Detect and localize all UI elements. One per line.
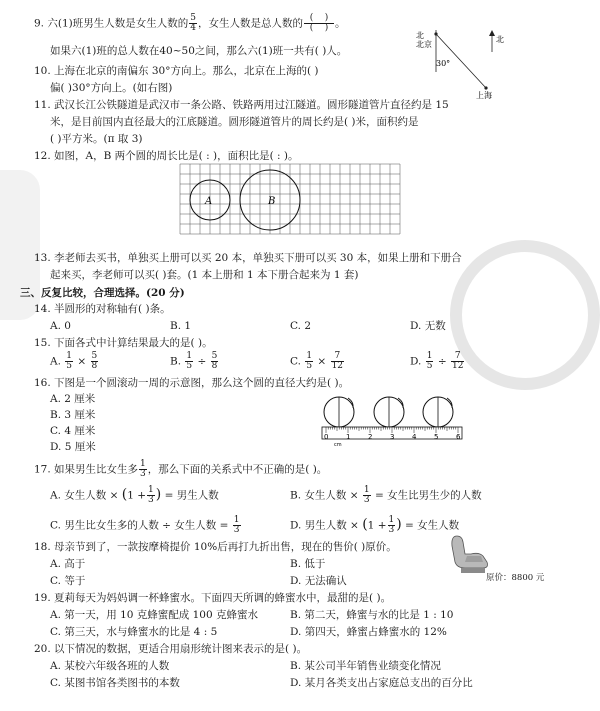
- q18-stem: 18. 母亲节到了，一款按摩椅提价 10%后再打九折出售，现在的售价( )原价。: [34, 541, 397, 553]
- q13-line1: 13. 李老师去买书，单独买上册可以买 20 本，单独买下册可以买 30 本，如果上册和下册合: [34, 252, 462, 264]
- q19-option-b[interactable]: B. 第二天，蜂蜜与水的比是 1 : 10: [290, 609, 454, 621]
- q10-line2: 偏( )30°方向上。(如右图): [50, 82, 173, 94]
- q17-option-b[interactable]: B. 女生人数 × $\frac{1}{3}$ = 女生比男生少的人数: [290, 485, 482, 505]
- compass-diagram: [418, 22, 528, 100]
- label-angle: 30°: [436, 59, 451, 68]
- beijing-dot: [434, 32, 437, 35]
- q11-line3: ( )平方米。(π 取 3): [50, 133, 143, 145]
- q10-line1: 10. 上海在北京的南偏东 30°方向上。那么，北京在上海的( ): [34, 65, 319, 77]
- ruler-label: 2: [368, 433, 373, 441]
- ruler-label: 3: [390, 433, 395, 441]
- rolling-circle-figure: [318, 388, 468, 450]
- q14-option-c[interactable]: C. 2: [290, 320, 312, 332]
- q11-line2: 米，是目前国内直径最大的江底隧道。圆形隧道管片的周长约是( )米，面积约是: [50, 116, 419, 128]
- label-north: 北: [496, 35, 504, 44]
- q17-stem: 17. 如果男生比女生多 $\frac{1}{3}$ ，那么下面的关系式中不正确的是( )。: [34, 459, 328, 479]
- label-circle-b: B: [268, 196, 276, 207]
- q16-option-c[interactable]: C. 4 厘米: [50, 425, 96, 437]
- q20-option-c[interactable]: C. 某图书馆各类图书的本数: [50, 677, 180, 689]
- q16-option-a[interactable]: A. 2 厘米: [50, 393, 96, 405]
- massage-chair-icon: [447, 532, 493, 576]
- q16-stem: 16. 下图是一个圆滚动一周的示意图，那么这个圆的直径大约是( )。: [34, 377, 350, 389]
- q11-line1: 11. 武汉长江公铁隧道是武汉市一条公路、铁路两用过江隧道。圆形隧道管片直径约是 15: [34, 99, 449, 111]
- q19-stem: 19. 夏莉每天为妈妈调一杯蜂蜜水。下面四天所调的蜂蜜水中，最甜的是( )。: [34, 592, 392, 604]
- q19-option-a[interactable]: A. 第一天，用 10 克蜂蜜配成 100 克蜂蜜水: [50, 609, 259, 621]
- q16-option-b[interactable]: B. 3 厘米: [50, 409, 96, 421]
- q18-option-d[interactable]: D. 无法确认: [290, 575, 347, 587]
- q20-option-a[interactable]: A. 某校六年级各班的人数: [50, 660, 170, 672]
- q14-option-d[interactable]: D. 无数: [410, 320, 446, 332]
- ruler-label: 1: [346, 433, 351, 441]
- q9-line1: 9. 六(1)班男生人数是女生人数的 $\frac{5}{4}$ ，女生人数是总人数的 $\frac{( )}{( )}$ 。: [34, 13, 346, 33]
- label-shanghai: 上海: [476, 91, 492, 100]
- q20-stem: 20. 以下情况的数据，更适合用扇形统计图来表示的是( )。: [34, 643, 308, 655]
- q15-option-a[interactable]: A. $\frac{1}{5}$ × $\frac{5}{8}$: [50, 351, 98, 371]
- q15-option-c[interactable]: C. $\frac{1}{5}$ × $\frac{7}{12}$: [290, 351, 344, 371]
- north-arrow-icon: [489, 30, 495, 36]
- ruler-label: 6: [456, 433, 461, 441]
- ruler-label: 5: [434, 433, 439, 441]
- circles-grid-figure: [180, 164, 400, 242]
- q19-option-d[interactable]: D. 第四天，蜂蜜占蜂蜜水的 12%: [290, 626, 447, 638]
- q15-option-d[interactable]: D. $\frac{1}{5}$ ÷ $\frac{7}{12}$: [410, 351, 464, 371]
- background-watermark: [450, 240, 600, 390]
- q15-option-b[interactable]: B. $\frac{1}{5}$ ÷ $\frac{5}{8}$: [170, 351, 218, 371]
- q14-option-b[interactable]: B. 1: [170, 320, 192, 332]
- q18-option-c[interactable]: C. 等于: [50, 575, 86, 587]
- original-price-label: 原价：8800 元: [486, 573, 545, 583]
- q12-line1: 12. 如图，A，B 两个圆的周长比是( : )，面积比是( : )。: [34, 150, 299, 162]
- q19-option-c[interactable]: C. 第三天，水与蜂蜜水的比是 4 : 5: [50, 626, 218, 638]
- q14-stem: 14. 半圆形的对称轴有( )条。: [34, 303, 171, 315]
- q17-option-d[interactable]: D. 男生人数 × (1 + $\frac{1}{3}$ ) = 女生人数: [290, 515, 460, 535]
- q18-option-a[interactable]: A. 高于: [50, 558, 86, 570]
- q9-line2: 如果六(1)班的总人数在40~50之间，那么六(1)班一共有( )人。: [50, 45, 348, 57]
- ruler-label: 4: [412, 433, 417, 441]
- q17-option-c[interactable]: C. 男生比女生多的人数 ÷ 女生人数 = $\frac{1}{3}$: [50, 515, 240, 535]
- q20-option-d[interactable]: D. 某月各类支出占家庭总支出的百分比: [290, 677, 473, 689]
- section-title: 三、反复比较，合理选择。(20 分): [20, 287, 185, 299]
- ruler-unit: cm: [334, 442, 342, 448]
- shanghai-dot: [484, 86, 487, 89]
- q17-option-a[interactable]: A. 女生人数 × (1 + $\frac{1}{3}$ ) = 男生人数: [50, 485, 219, 505]
- q13-line2: 起来买，李老师可以买( )套。(1 本上册和 1 本下册合起来为 1 套): [50, 269, 359, 281]
- label-circle-a: A: [205, 196, 213, 207]
- q20-option-b[interactable]: B. 某公司半年销售业绩变化情况: [290, 660, 441, 672]
- q16-option-d[interactable]: D. 5 厘米: [50, 441, 96, 453]
- q14-option-a[interactable]: A. 0: [50, 320, 71, 332]
- q15-stem: 15. 下面各式中计算结果最大的是( )。: [34, 337, 213, 349]
- label-beijing: 北京: [416, 40, 432, 49]
- label-north-beijing: 北: [416, 31, 424, 40]
- ruler-label: 0: [324, 433, 329, 441]
- q18-option-b[interactable]: B. 低于: [290, 558, 326, 570]
